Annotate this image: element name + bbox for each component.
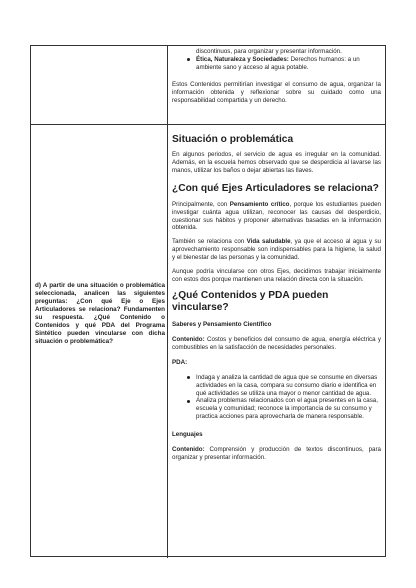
right-cell-answer: [168, 125, 385, 558]
table-row-continuation: [31, 46, 385, 125]
pda-item: Analiza problemas relacionados con el agua presentes en la casa, escuela y comunidad; reconoce la importancia de su consumo y practica acciones para aprovecharla de manera responsable.: [172, 397, 381, 421]
pda-item: Indaga y analiza la cantidad de agua que se consume en diversas actividades en la casa, compara su consumo diario e identifica en qué actividades se utiliza una mayor o menor cantidad de agua.: [172, 374, 381, 398]
bullet-dot-icon: [187, 400, 190, 403]
paragraph-pensamiento-critico: Principalmente, con Pensamiento crítico, porque los estudiantes pueden investigar cuánta agua utilizan, reconocer las causas del desperdicio, cuestionar sus hábitos y proponer alternativas basadas en la información obtenida.: [172, 200, 381, 232]
bullet-item-etica: Ética, Naturaleza y Sociedades: Derechos humanos: a un ambiente sano y acceso al agua potable.: [172, 56, 381, 72]
heading-ejes: ¿Con qué Ejes Articuladores se relaciona?: [172, 182, 379, 194]
paragraph-situacion: En algunos periodos, el servicio de agua es irregular en la comunidad. Además, en la escuela hemos observado que se desperdicia al lavarse las manos, utilizar los baños o dejar abiertas las llaves.: [172, 151, 381, 174]
subheading-lenguajes: Lenguajes: [172, 431, 203, 439]
right-cell-continuation: [168, 46, 385, 124]
table-row-situacion: [31, 125, 385, 558]
paragraph-contenido-2: Contenido: Comprensión y producción de textos discontinuos, para organizar y presentar información.: [172, 446, 381, 462]
heading-situacion: Situación o problemática: [172, 134, 294, 145]
bullet-dot-icon: [187, 58, 190, 61]
label-pda: PDA:: [172, 358, 188, 366]
subheading-saberes: Saberes y Pensamiento Científico: [172, 320, 272, 328]
bullet-list-continued: [172, 46, 381, 72]
content-table: [30, 45, 386, 557]
paragraph-vida-saludable: También se relaciona con Vida saludable, ya que el acceso al agua y su aprovechamiento responsable son indispensables para la higiene, la salud y el bienestar de las personas y la comunidad.: [172, 238, 381, 262]
left-cell-prompt: [31, 125, 168, 558]
prompt-text: d) A partir de una situación o problemática seleccionada, analicen las siguientes preguntas: ¿Con qué Eje o Ejes Articuladores se relaciona? Fundamenten su respuesta. ¿Qué Contenido o Contenidos y qué PDA del Programa Sintético pueden vincularse con dicha situación o problemática?: [35, 282, 165, 345]
paragraph-otros-ejes: Aunque podría vincularse con otros Ejes, decidimos trabajar inicialmente con estos dos porque mantienen una relación directa con la situación.: [172, 268, 381, 283]
bullet-continuation: discontinuos, para organizar y presentar información.: [196, 48, 342, 55]
paragraph-contenido-1: Contenido: Costos y beneficios del consumo de agua, energía eléctrica y combustibles en la satisfacción de necesidades personales.: [172, 335, 381, 351]
paragraph-contenidos: Estos Contenidos permitirían investigar el consumo de agua, organizar la información obtenida y reflexionar sobre su cuidado como una responsabilidad compartida y un derecho.: [172, 80, 381, 104]
pda-list: [172, 374, 381, 421]
heading-contenidos-pda: ¿Qué Contenidos y PDA pueden vincularse?: [172, 289, 329, 313]
bullet-dot-icon: [187, 376, 190, 379]
left-cell-empty: [31, 46, 168, 124]
